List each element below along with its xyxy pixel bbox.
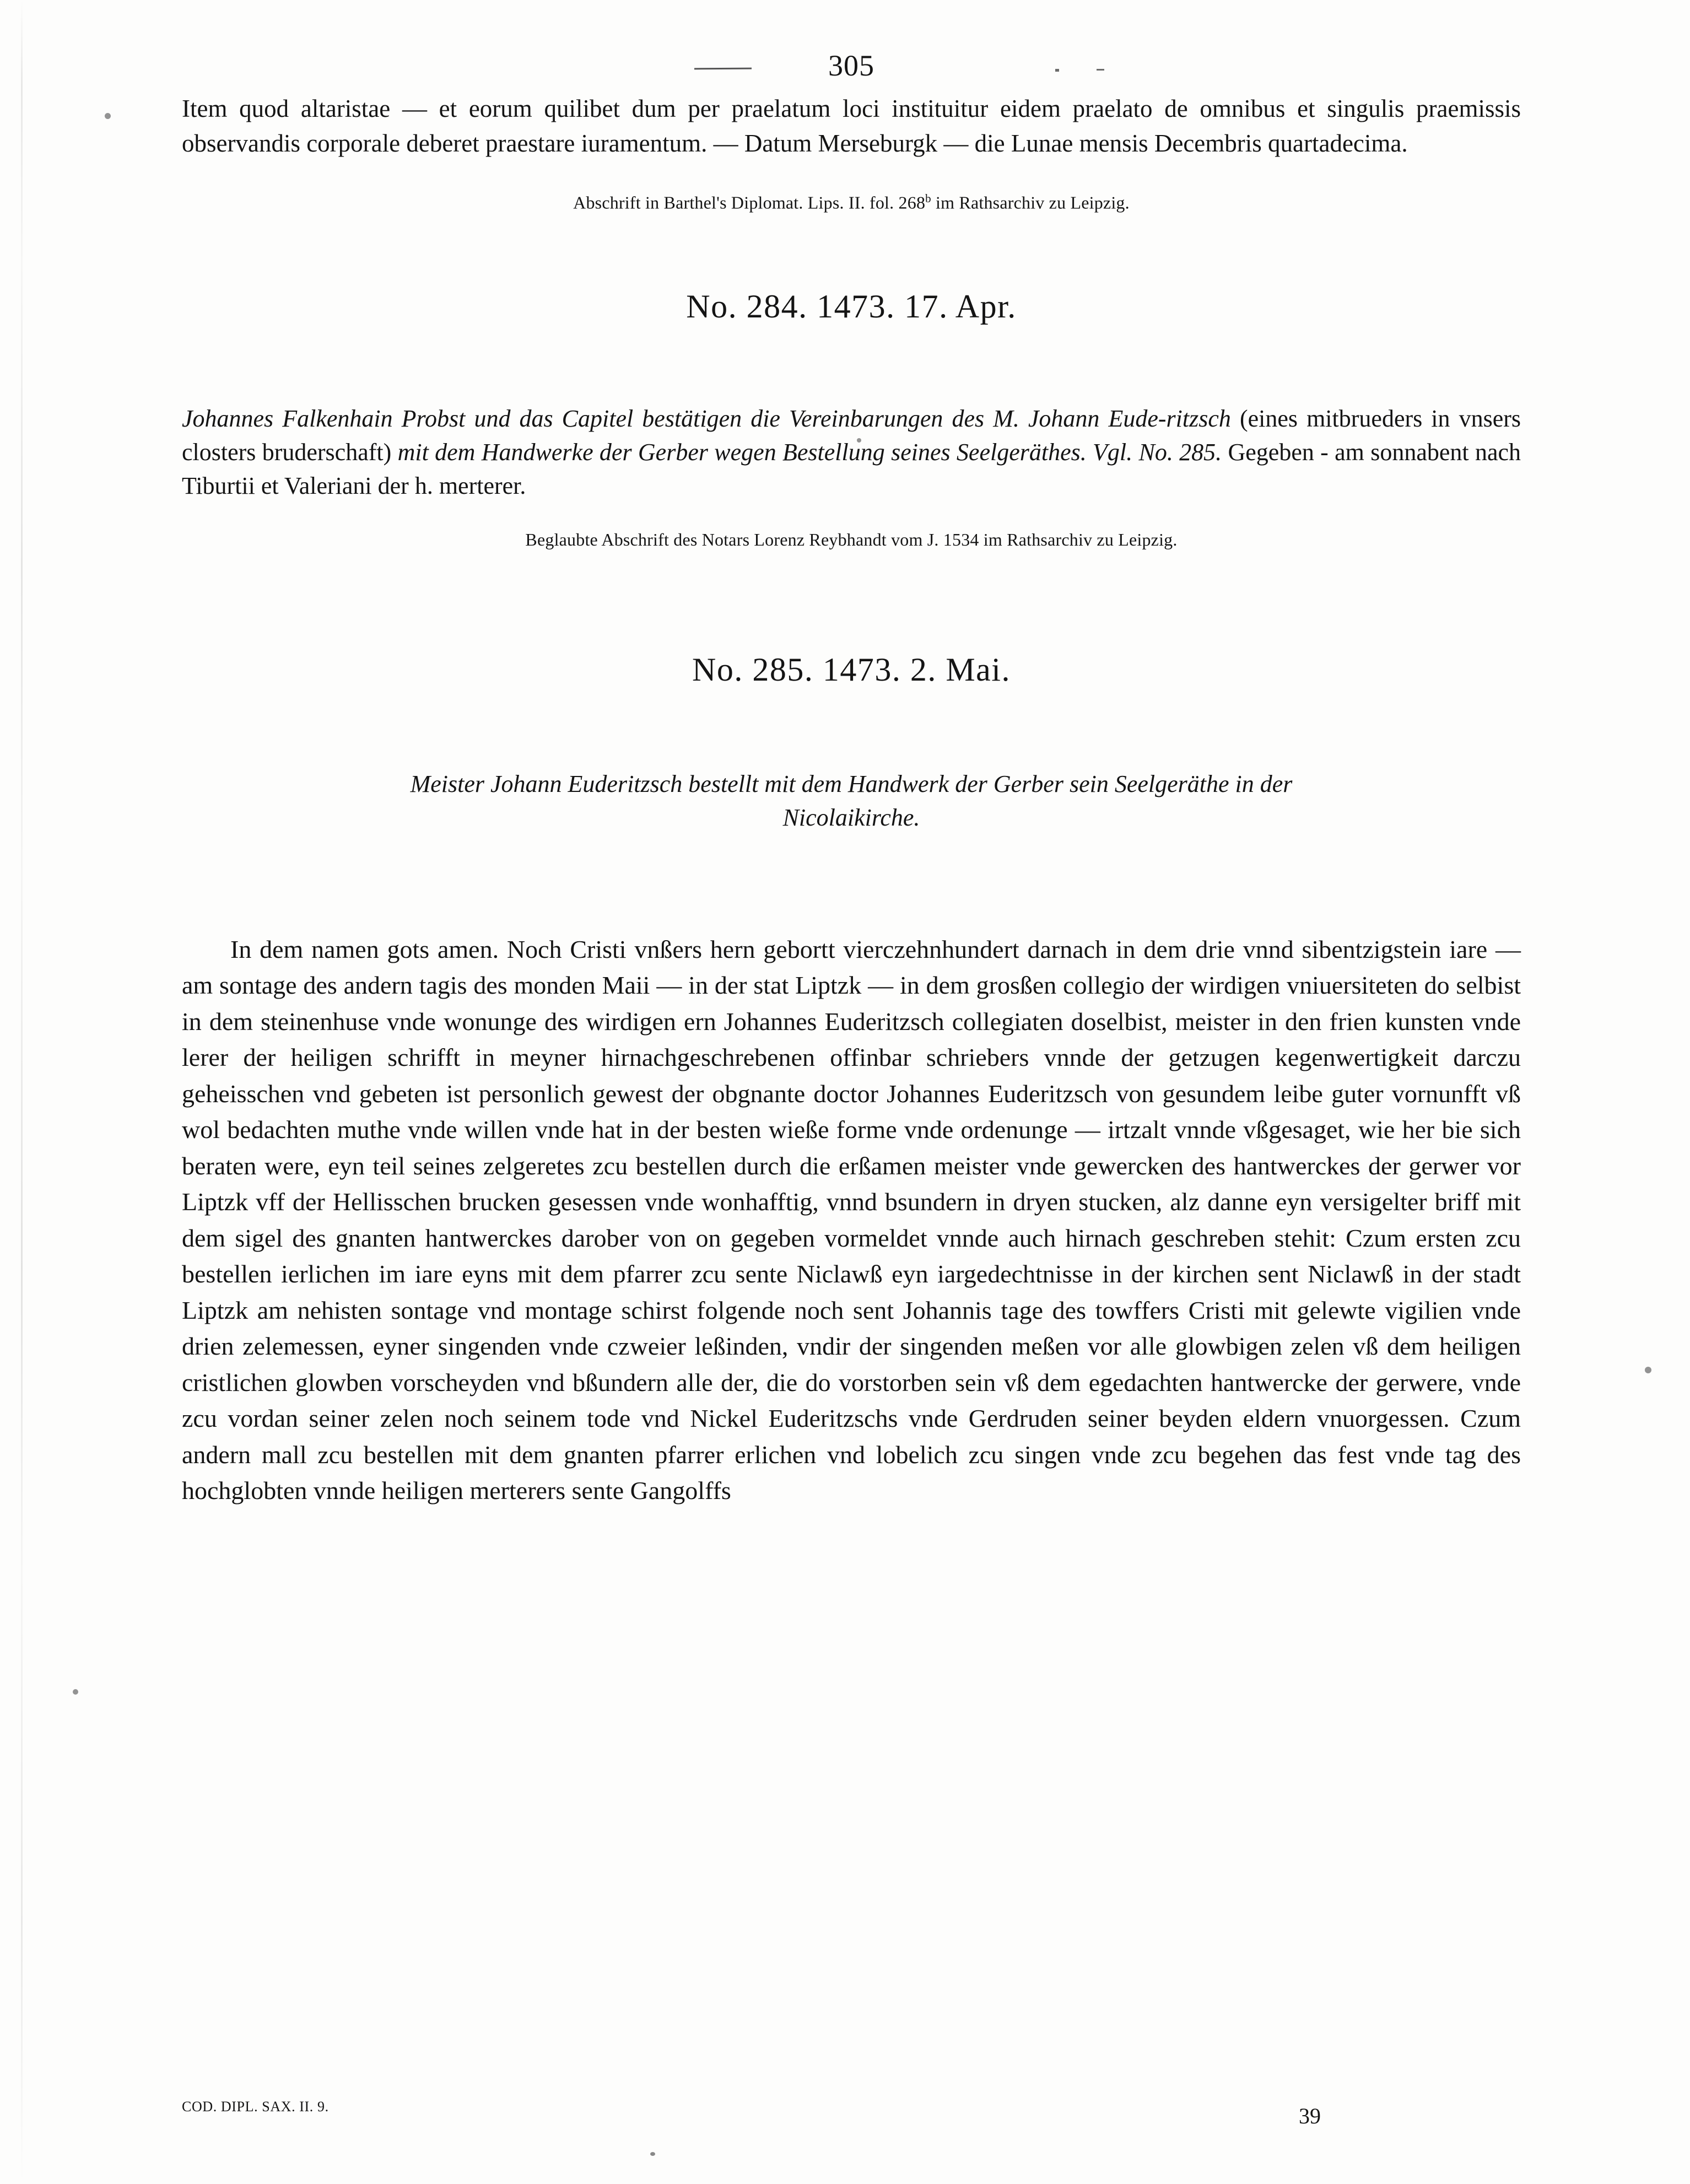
sheet-signature-number: 39: [1299, 2104, 1321, 2128]
regest-gap: [182, 859, 1521, 906]
folio-number: 305: [828, 49, 874, 82]
page-content: [182, 0, 1521, 1534]
scan-speck: [105, 113, 111, 119]
heading-gap: [182, 327, 1521, 378]
charter-heading-285: No. 285. 1473. 2. Mai.: [692, 651, 1011, 688]
source-note-text-before: Abschrift in Barthel's Diplomat. Lips. II. fol. 268: [573, 192, 926, 213]
running-head: [182, 0, 1521, 83]
scan-speck: [1055, 69, 1059, 72]
regest-segment-italic: mit dem Handwerke der Gerber wegen Bestellung seines Seelgeräthes. Vgl. No. 285.: [397, 438, 1228, 466]
heading-gap: [182, 690, 1521, 743]
section-gap: [182, 552, 1521, 649]
charter-285-body-text: In dem namen gots amen. Noch Cristi vnßers hern gebortt vierczehnhundert darnach in dem drie vnnd sibentzigstein iare — am sontage des andern tagis des monden Maii — in der stat Liptzk — in dem grosßen collegio der wirdigen vniuersiteten do selbist in dem steinenhuse vnde wonunge des wirdigen ern Johannes Euderitzsch collegiaten doselbist, meister in den frien kunsten vnde lerer der heiligen schrifft in meyner hirnachgeschrebenen offinbar schriebers vnnde der getzugen kegenwertigkeit darczu geheisschen vnd gebeten ist personlich gewest der obgnante doctor Johannes Euderitzsch von gesundem leibe guter vornunfft vß wol bedachten muthe vnde willen vnde hat in der besten wieße forme vnde ordenunge — irtzalt vnnde vßgesaget, wie her bie sich beraten were, eyn teil seines zelgeretes zcu bestellen durch die erßamen meister vnde gewercken des hantwerckes der gerwer vor Liptzk vff der Hellisschen brucken gesessen vnde wonhafftig, vnnd bsundern in dryen stucken, alz danne eyn versigelter briff mit dem sigel des gnanten hantwerckes darober von on gegeben vormeldet vnnde auch hirnach geschreben stehit: Czum ersten zcu bestellen ierlichen im iare eyns mit dem pfarrer zcu sente Niclawß eyn iargedechtnisse in der kirchen sent Niclawß in der stadt Liptzk am nehisten sontage vnd montage schirst folgende noch sent Johannis tage des towffers Cristi mit gelewte vigilien vnde drien zelemessen, eyner singenden vnde czweier leßinden, vndir der singenden meßen vor alle glowbigen zelen vß dem heiligen cristlichen glowben vorscheyden vnd bßundern alle der, die do vorstorben sein vß dem egedachten hantwercke der gerwere, vnde zcu vordan seiner zelen noch seinem tode vnd Nickel Euderitzschs vnde Gerdruden seiner beyden eldern vnuorgessen. Czum andern mall zcu bestellen mit dem gnanten pfarrer erlichen vnd lobelich zcu singen vnde zcu begehen das fest vnde tag des hochglobten vnnde heiligen merterers sente Gangolffs: [182, 935, 1521, 1505]
latin-charter-text: Item quod altaristae — et eorum quilibet dum per praelatum loci instituitur eidem praelato de omnibus et singulis praemissis observandis corporale deberet praestare iuramentum. — Datum Merseburgk — die Lunae mensis Decembris quartadecima.: [182, 95, 1521, 157]
section-gap: [182, 215, 1521, 286]
scan-binding-edge: [21, 0, 23, 2184]
scan-speck: [650, 2152, 655, 2156]
regest-segment-roman: Gegeben - am sonnabent nach Tiburtii et Valeriani der h. merterer.: [182, 438, 1521, 499]
scan-speck: [73, 1689, 78, 1695]
page-footer: [182, 2094, 1508, 2127]
volume-imprint: COD. DIPL. SAX. II. 9.: [182, 2099, 329, 2115]
charter-heading-284: No. 284. 1473. 17. Apr.: [686, 288, 1017, 325]
regest-segment-roman: (eines mitbrueders in vnsers closters bruderschaft): [182, 405, 1521, 466]
regest-segment-italic: Johannes Falkenhain Probst und das Capitel bestätigen die Vereinbarungen des M. Johann Eude-ritzsch: [182, 405, 1240, 432]
regest-284: [182, 402, 1521, 503]
source-note-284: Beglaubte Abschrift des Notars Lorenz Reybhandt vom J. 1534 im Rathsarchiv zu Leipzig.: [525, 529, 1178, 549]
regest-285: [182, 767, 1521, 834]
source-note-283: [182, 186, 1521, 215]
regest-line-1: Meister Johann Euderitzsch bestellt mit dem Handwerk der Gerber sein Seelgeräthe in der: [410, 770, 1293, 797]
charter-285-body: [182, 931, 1521, 1509]
folio-verso-marker: b: [925, 192, 931, 205]
scan-speck: [1645, 1367, 1651, 1373]
source-note-text-after: im Rathsarchiv zu Leipzig.: [931, 192, 1130, 213]
scan-speck: [1097, 69, 1104, 71]
regest-line-2: Nicolaikirche.: [782, 804, 920, 831]
